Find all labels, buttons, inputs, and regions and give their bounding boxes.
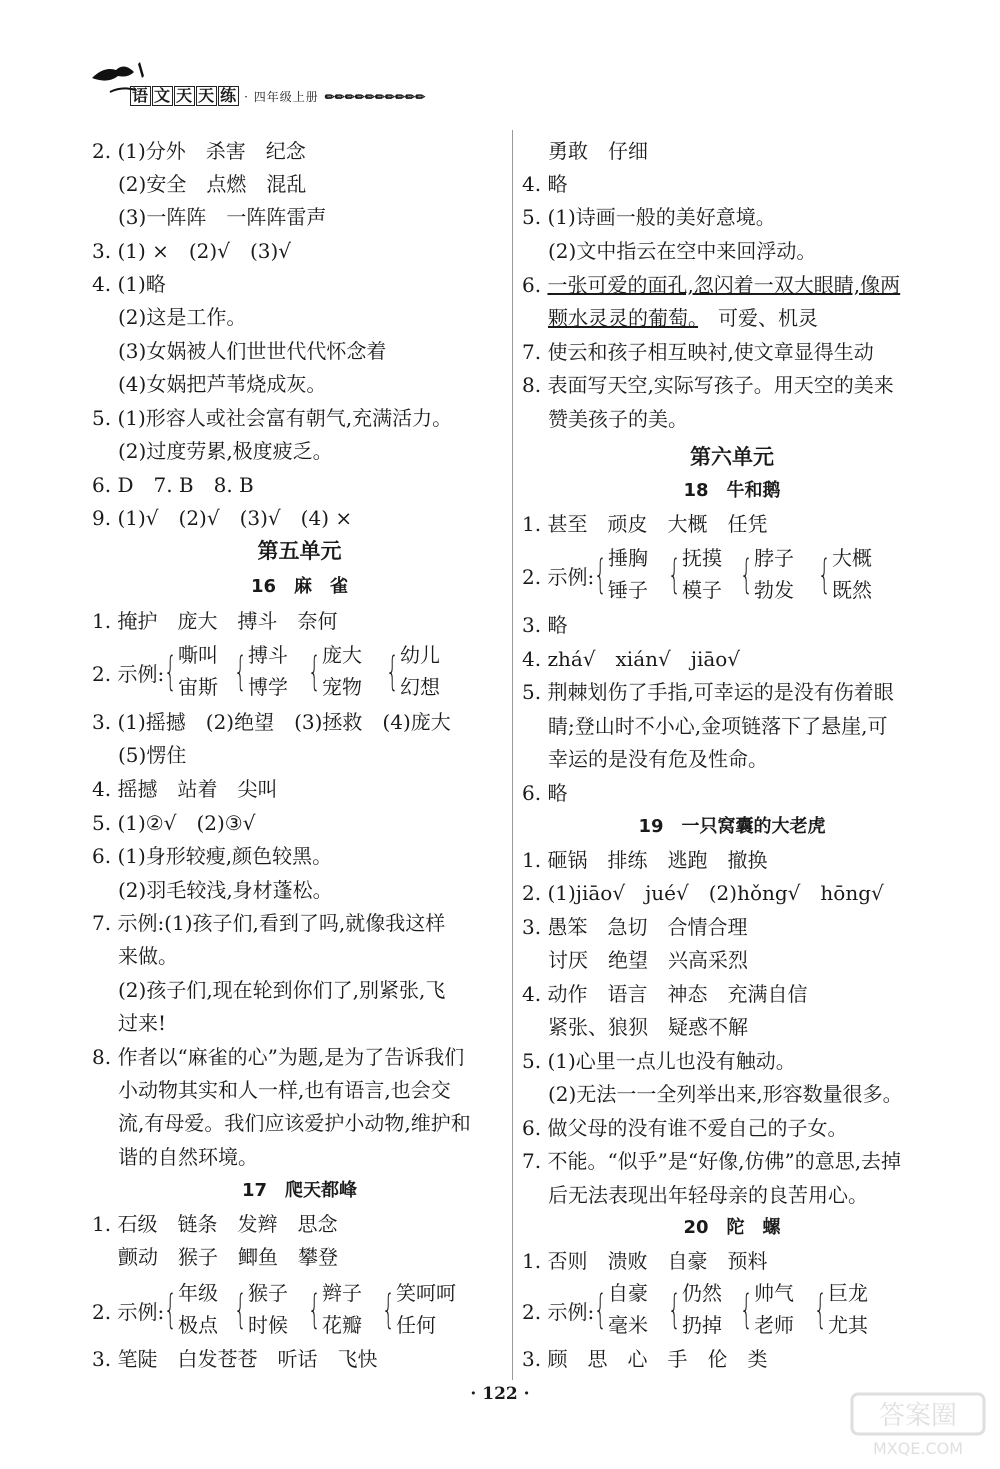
answer-line: (3)女娲被人们世世代代怀念着 bbox=[118, 339, 387, 363]
brace-icon: { bbox=[668, 552, 681, 598]
answer-line: 2. (1)jiāo√ jué√ (2)hǒng√ hōng√ bbox=[522, 881, 884, 905]
pair-word: 自豪 bbox=[608, 1281, 648, 1305]
pair-word: 博学 bbox=[248, 675, 288, 699]
answer-line: 后无法表现出年轻母亲的良苦用心。 bbox=[548, 1183, 868, 1207]
answer-line: 7. 示例:(1)孩子们,看到了吗,就像我这样 bbox=[92, 911, 446, 935]
answer-line: 流,有母爱。我们应该爱护小动物,维护和 bbox=[118, 1111, 471, 1135]
lesson-heading: 17 爬天都峰 bbox=[241, 1180, 358, 1201]
pair-word: 毫米 bbox=[608, 1313, 648, 1337]
answer-text: 可爱、机灵 bbox=[698, 306, 818, 330]
answer-line: 5. (1)心里一点儿也没有触动。 bbox=[522, 1049, 796, 1073]
answer-line: (2)无法一一全列举出来,形容数量很多。 bbox=[548, 1082, 903, 1106]
answer-line: (2)安全 点燃 混乱 bbox=[118, 172, 307, 196]
pair-word: 模子 bbox=[682, 578, 722, 602]
page-number: · 122 · bbox=[470, 1384, 530, 1404]
underlined-answer: 颗水灵灵的葡萄。 bbox=[548, 306, 698, 330]
answer-line: 勇敢 仔细 bbox=[548, 139, 648, 163]
pair-word: 巨龙 bbox=[828, 1281, 868, 1305]
answer-line: 3. 笔陡 白发苍苍 听话 飞快 bbox=[92, 1347, 378, 1371]
brace-icon: { bbox=[594, 1287, 607, 1333]
answer-line: 4. 摇撼 站着 尖叫 bbox=[92, 777, 278, 801]
answer-line: (2)羽毛较浅,身材蓬松。 bbox=[118, 878, 333, 902]
answer-line: 3. (1) × (2)√ (3)√ bbox=[92, 239, 292, 263]
title-char: 文 bbox=[154, 86, 172, 105]
lesson-heading: 16 麻 雀 bbox=[250, 576, 349, 597]
page-header bbox=[90, 56, 460, 116]
pair-word: 既然 bbox=[832, 578, 872, 602]
answer-line: 5. (1)形容人或社会富有朝气,充满活力。 bbox=[92, 406, 453, 430]
unit-heading: 第五单元 bbox=[257, 539, 342, 563]
answer-line: (2)这是工作。 bbox=[118, 305, 247, 329]
answer-line: 1. 石级 链条 发辫 思念 bbox=[92, 1212, 338, 1236]
pair-word: 宙斯 bbox=[178, 675, 218, 699]
answer-line: 4. 略 bbox=[522, 172, 568, 196]
pair-word: 幼儿 bbox=[400, 643, 440, 667]
answer-line: 4. 动作 语言 神态 充满自信 bbox=[522, 982, 808, 1006]
answer-line: 5. 荆棘划伤了手指,可幸运的是没有伤着眼 bbox=[522, 680, 894, 704]
brace-icon: { bbox=[740, 1287, 753, 1333]
pair-word: 猴子 bbox=[248, 1281, 288, 1305]
answer-line: 小动物其实和人一样,也有语言,也会交 bbox=[118, 1078, 451, 1102]
pair-word: 笑呵呵 bbox=[396, 1281, 456, 1305]
answer-line: (2)过度劳累,极度疲乏。 bbox=[118, 439, 333, 463]
pair-word: 花瓣 bbox=[322, 1313, 362, 1337]
pair-word: 大概 bbox=[832, 546, 872, 570]
watermark-logo-icon bbox=[848, 1390, 988, 1460]
brace-icon: { bbox=[594, 552, 607, 598]
answer-line: 3. 顾 思 心 手 伦 类 bbox=[522, 1347, 768, 1371]
answer-line: 6. (1)身形较瘦,颜色较黑。 bbox=[92, 844, 333, 868]
answer-line: 3. 愚笨 急切 合情合理 bbox=[522, 915, 748, 939]
answer-line: 4. (1)略 bbox=[92, 272, 166, 296]
book-title bbox=[130, 86, 425, 106]
brace-icon: { bbox=[308, 649, 321, 695]
svg-text:MXQE.COM: MXQE.COM bbox=[872, 1439, 964, 1458]
brace-icon: { bbox=[814, 1287, 827, 1333]
answer-line: 1. 砸锅 排练 逃跑 撤换 bbox=[522, 848, 768, 872]
example-pairs bbox=[92, 640, 507, 704]
answer-line: 赞美孩子的美。 bbox=[548, 407, 688, 431]
title-char: 天 bbox=[198, 86, 216, 105]
lesson-heading: 18 牛和鹅 bbox=[683, 480, 781, 501]
answer-line: (5)愣住 bbox=[118, 743, 187, 767]
brace-icon: { bbox=[164, 649, 177, 695]
answer-line: 来做。 bbox=[118, 944, 178, 968]
answer-line: 7. 使云和孩子相互映衬,使文章显得生动 bbox=[522, 340, 874, 364]
pair-word: 搏斗 bbox=[248, 643, 288, 667]
answer-line: 1. 甚至 顽皮 大概 任凭 bbox=[522, 512, 768, 536]
pair-word: 老师 bbox=[754, 1313, 794, 1337]
column-divider bbox=[512, 130, 513, 1380]
example-label: 2. 示例: bbox=[522, 1300, 595, 1324]
pair-word: 庞大 bbox=[322, 643, 362, 667]
pair-word: 扔掉 bbox=[682, 1313, 722, 1337]
answer-line: 6. 略 bbox=[522, 781, 568, 805]
answer-line: 8. 作者以“麻雀的心”为题,是为了告诉我们 bbox=[92, 1045, 465, 1069]
answer-line: 6. 做父母的没有谁不爱自己的子女。 bbox=[522, 1116, 848, 1140]
brace-icon: { bbox=[386, 649, 399, 695]
example-label: 2. 示例: bbox=[92, 1300, 165, 1324]
decorative-pencils: ✏✏✏✏✏✏✏✏✏✏ bbox=[324, 90, 426, 104]
answer-line: 睛;登山时不小心,金项链落下了悬崖,可 bbox=[548, 714, 888, 738]
pair-word: 辫子 bbox=[322, 1281, 362, 1305]
pair-word: 宠物 bbox=[322, 675, 362, 699]
title-char: 练 bbox=[220, 86, 238, 105]
answer-line: 谐的自然环境。 bbox=[118, 1145, 258, 1169]
lesson-heading: 19 一只窝囊的大老虎 bbox=[638, 816, 826, 837]
answer-line: 讨厌 绝望 兴高采烈 bbox=[548, 948, 748, 972]
answer-line: 2. (1)分外 杀害 纪念 bbox=[92, 139, 306, 163]
watermark-text: 答案圈 bbox=[878, 1401, 958, 1431]
lesson-heading: 20 陀 螺 bbox=[683, 1217, 781, 1238]
example-pairs bbox=[522, 543, 942, 607]
pair-word: 任何 bbox=[396, 1313, 436, 1337]
pair-word: 年级 bbox=[178, 1281, 218, 1305]
answer-line: 9. (1)√ (2)√ (3)√ (4) × bbox=[92, 506, 353, 530]
answer-line: 过来! bbox=[118, 1011, 167, 1035]
brace-icon: { bbox=[308, 1287, 321, 1333]
answer-line: 紧张、狼狈 疑惑不解 bbox=[548, 1015, 748, 1039]
pair-word: 嘶叫 bbox=[178, 643, 218, 667]
answer-line bbox=[548, 303, 818, 333]
example-pairs bbox=[522, 1278, 942, 1342]
brace-icon: { bbox=[164, 1287, 177, 1333]
answer-line: 7. 不能。“似乎”是“好像,仿佛”的意思,去掉 bbox=[522, 1149, 902, 1173]
answer-line: 3. 略 bbox=[522, 613, 568, 637]
brace-icon: { bbox=[668, 1287, 681, 1333]
pair-word: 脖子 bbox=[754, 546, 794, 570]
pair-word: 勃发 bbox=[754, 578, 794, 602]
answer-line: 8. 表面写天空,实际写孩子。用天空的美来 bbox=[522, 373, 894, 397]
pair-word: 捶胸 bbox=[608, 546, 648, 570]
grade-label: · 四年级上册 bbox=[244, 90, 319, 104]
answer-line: 3. (1)摇撼 (2)绝望 (3)拯救 (4)庞大 bbox=[92, 710, 451, 734]
answer-line: 1. 掩护 庞大 搏斗 奈何 bbox=[92, 609, 338, 633]
example-label: 2. 示例: bbox=[522, 565, 595, 589]
brace-icon: { bbox=[234, 1287, 247, 1333]
brace-icon: { bbox=[234, 649, 247, 695]
unit-heading: 第六单元 bbox=[690, 445, 774, 469]
pair-word: 抚摸 bbox=[682, 546, 722, 570]
answer-line: 颤动 猴子 鲫鱼 攀登 bbox=[118, 1245, 338, 1269]
underlined-answer: 一张可爱的面孔,忽闪着一双大眼睛,像两 bbox=[547, 273, 901, 297]
brace-icon: { bbox=[740, 552, 753, 598]
answer-line: (2)孩子们,现在轮到你们了,别紧张,飞 bbox=[118, 978, 446, 1002]
answer-line: 6. D 7. B 8. B bbox=[92, 473, 254, 497]
answer-line: 5. (1)诗画一般的美好意境。 bbox=[522, 205, 776, 229]
pair-word: 尤其 bbox=[828, 1313, 868, 1337]
example-label: 2. 示例: bbox=[92, 662, 165, 686]
answer-line: (2)文中指云在空中来回浮动。 bbox=[548, 239, 817, 263]
brace-icon: { bbox=[818, 552, 831, 598]
title-char: 天 bbox=[176, 86, 194, 105]
answer-line: (4)女娲把芦苇烧成灰。 bbox=[118, 372, 327, 396]
answer-line: 1. 否则 溃败 自豪 预料 bbox=[522, 1249, 768, 1273]
pair-word: 幻想 bbox=[400, 675, 440, 699]
answer-line: (3)一阵阵 一阵阵雷声 bbox=[118, 205, 327, 229]
item-number: 6. bbox=[522, 273, 548, 297]
example-pairs bbox=[92, 1278, 507, 1342]
answer-line: 幸运的是没有危及性命。 bbox=[548, 747, 768, 771]
answer-line: 5. (1)②√ (2)③√ bbox=[92, 811, 256, 835]
answer-line bbox=[522, 270, 900, 300]
title-char: 语 bbox=[132, 86, 150, 105]
brace-icon: { bbox=[382, 1287, 395, 1333]
pair-word: 时候 bbox=[248, 1313, 288, 1337]
pair-word: 帅气 bbox=[754, 1281, 794, 1305]
pair-word: 锤子 bbox=[608, 578, 648, 602]
pair-word: 极点 bbox=[178, 1313, 218, 1337]
answer-line: 4. zhá√ xián√ jiāo√ bbox=[522, 647, 741, 671]
pair-word: 仍然 bbox=[682, 1281, 722, 1305]
